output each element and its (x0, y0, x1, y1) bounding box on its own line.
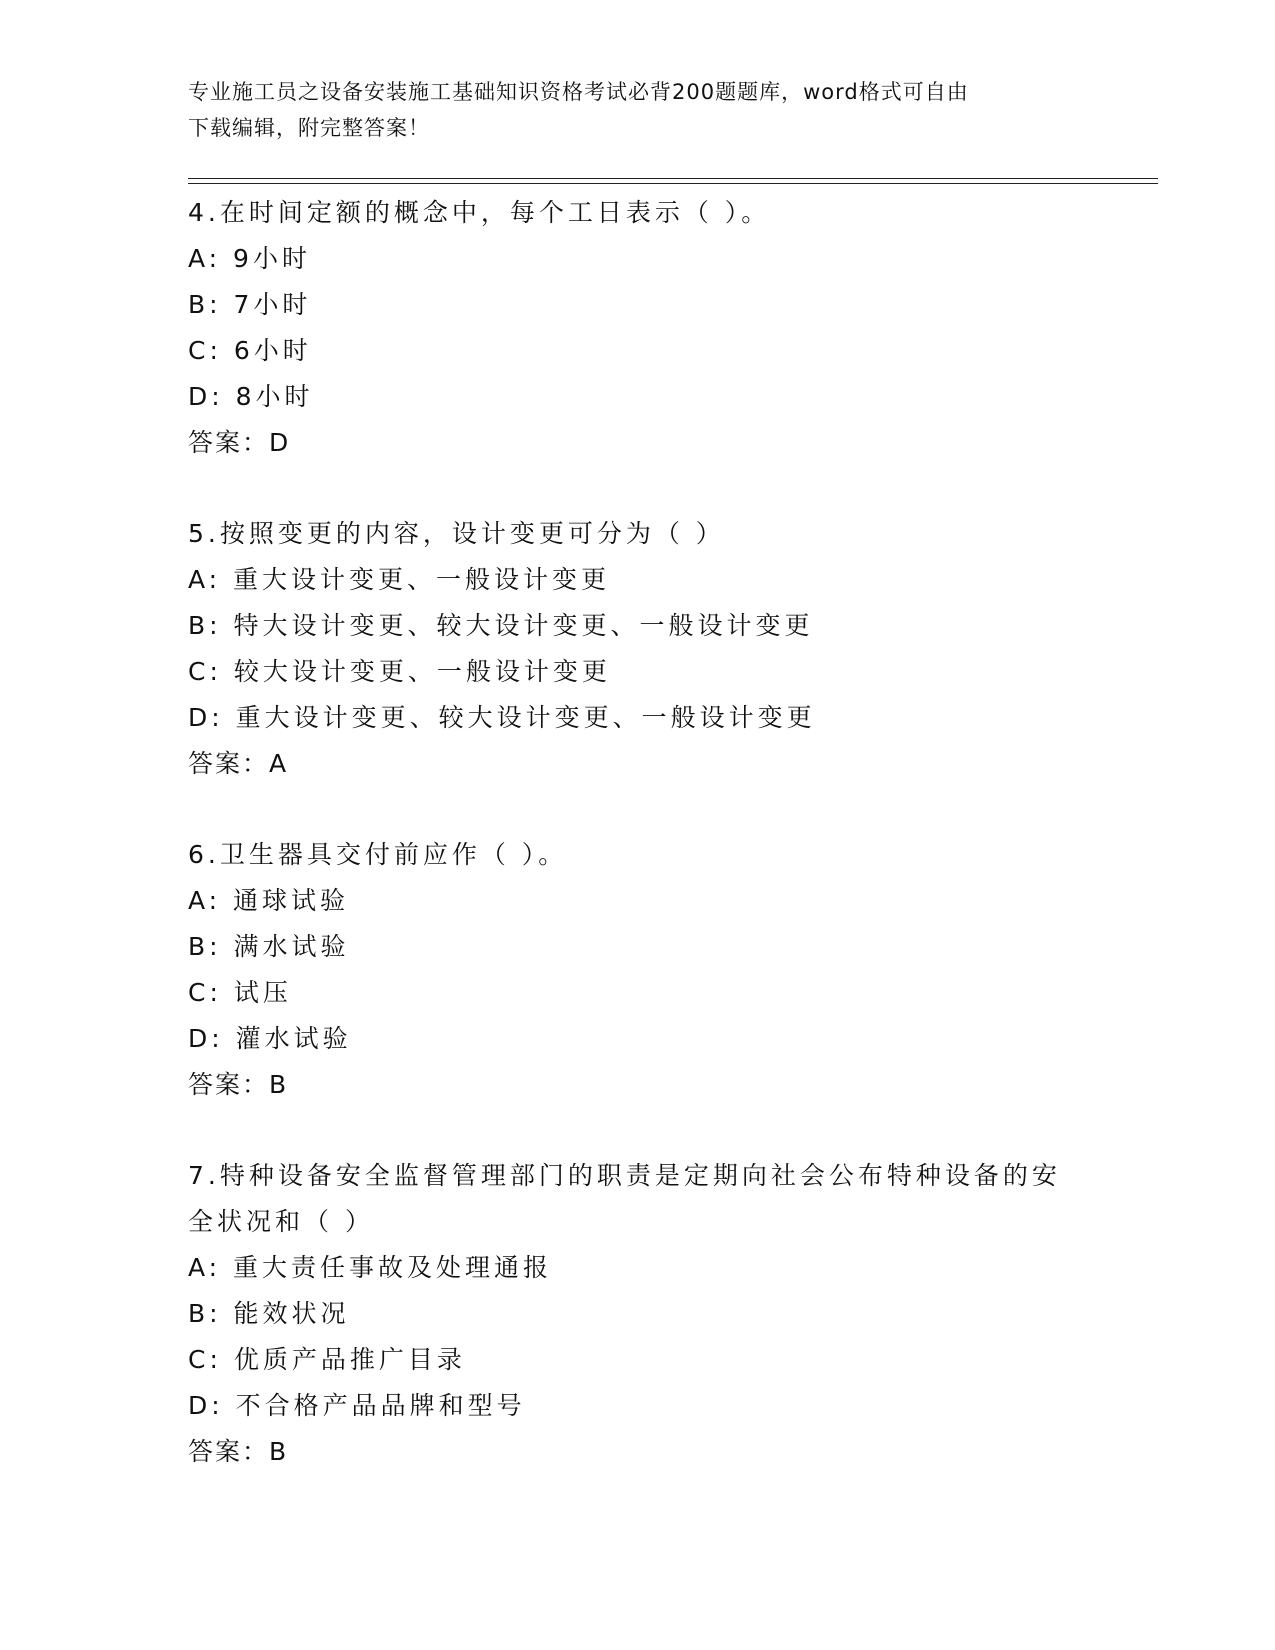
answer: 答案：B (188, 1437, 289, 1466)
question-list (188, 190, 1088, 1520)
option-c: C: 6小时 (188, 336, 312, 365)
option-c: C: 试压 (188, 978, 292, 1007)
option-b: B: 7小时 (188, 290, 312, 319)
option-c: C: 优质产品推广目录 (188, 1345, 466, 1374)
option-a: A: 重大责任事故及处理通报 (188, 1253, 553, 1282)
header-divider-bottom (188, 183, 1158, 184)
header-line-1: 专业施工员之设备安装施工基础知识资格考试必背200题题库，word格式可自由 (188, 80, 969, 104)
option-a: A: 重大设计变更、一般设计变更 (188, 565, 611, 594)
answer: 答案：A (188, 749, 289, 778)
question-7 (188, 1153, 1088, 1475)
answer: 答案：D (188, 428, 291, 457)
option-b: B: 满水试验 (188, 932, 350, 961)
question-stem: 4.在时间定额的概念中，每个工日表示（ ）。 (188, 198, 771, 227)
option-d: D: 8小时 (188, 382, 314, 411)
option-a: A: 9小时 (188, 244, 311, 273)
answer: 答案：B (188, 1070, 289, 1099)
option-b: B: 能效状况 (188, 1299, 350, 1328)
option-d: D: 不合格产品品牌和型号 (188, 1391, 526, 1420)
header-divider-top (188, 178, 1158, 179)
header-line-2: 下载编辑，附完整答案！ (188, 116, 430, 140)
question-stem: 5.按照变更的内容，设计变更可分为（ ） (188, 519, 725, 548)
document-header (188, 74, 1068, 146)
question-4 (188, 190, 1088, 466)
question-5 (188, 511, 1088, 787)
question-stem-line-2: 全状况和（ ） (188, 1207, 374, 1236)
option-d: D: 重大设计变更、较大设计变更、一般设计变更 (188, 703, 816, 732)
question-stem: 6.卫生器具交付前应作（ ）。 (188, 840, 568, 869)
option-c: C: 较大设计变更、一般设计变更 (188, 657, 611, 686)
question-stem-line-1: 7.特种设备安全监督管理部门的职责是定期向社会公布特种设备的安 (188, 1161, 1061, 1190)
option-d: D: 灌水试验 (188, 1024, 352, 1053)
question-6 (188, 832, 1088, 1108)
option-b: B: 特大设计变更、较大设计变更、一般设计变更 (188, 611, 814, 640)
option-a: A: 通球试验 (188, 886, 350, 915)
